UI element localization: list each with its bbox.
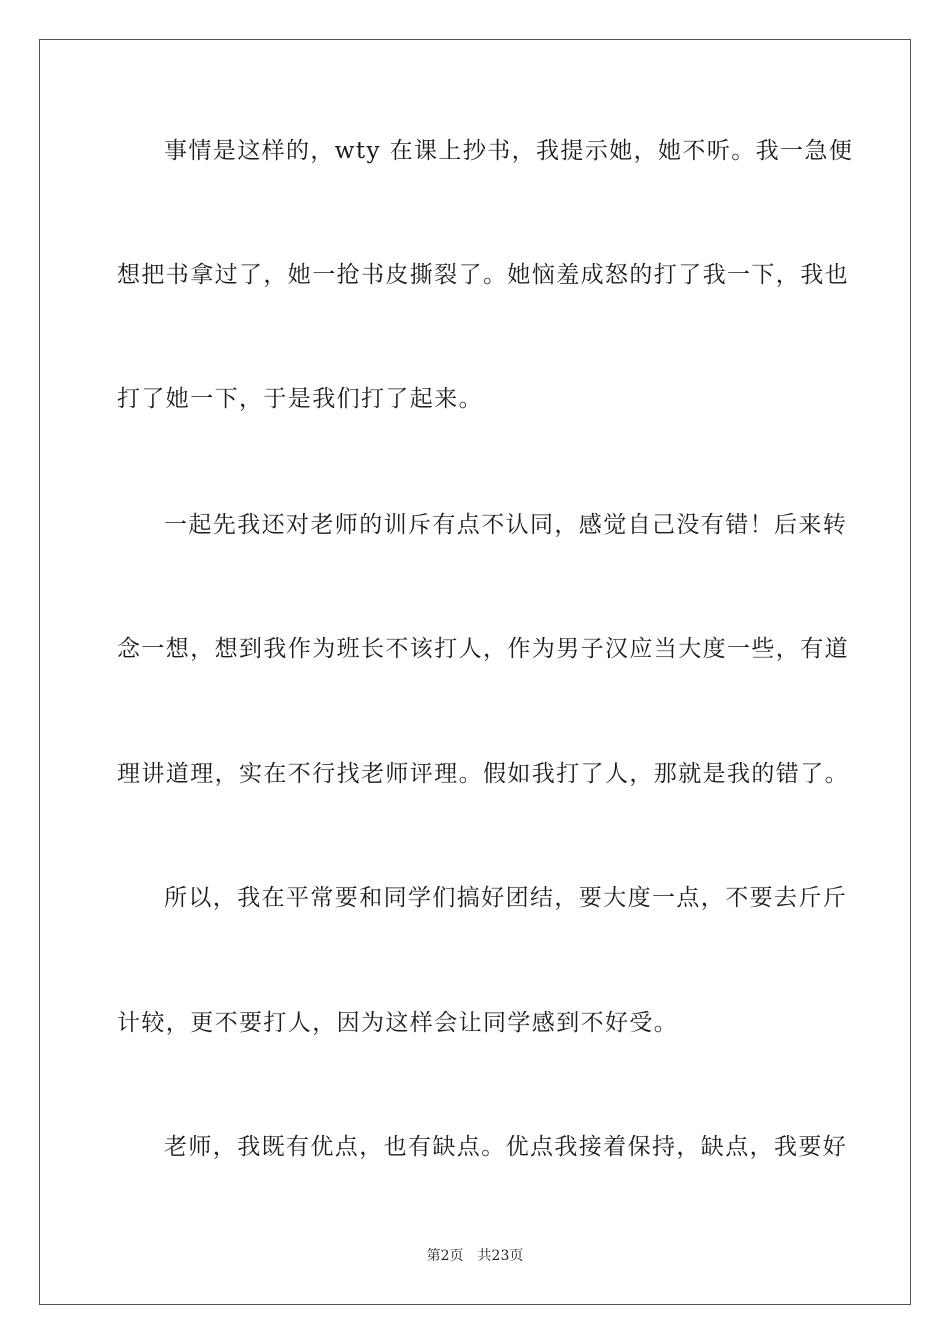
- text-line: 理讲道理，实在不行找老师评理。假如我打了人，那就是我的错了。: [117, 761, 849, 787]
- page-number: 第2页: [426, 1248, 464, 1264]
- text-line: 所以，我在平常要和同学们搞好团结，要大度一点，不要去斤斤: [164, 885, 848, 911]
- page-footer: [0, 1246, 950, 1266]
- text-line: 念一想，想到我作为班长不该打人，作为男子汉应当大度一些，有道: [117, 636, 849, 662]
- text-line: 想把书拿过了，她一抢书皮撕裂了。她恼羞成怒的打了我一下，我也: [117, 262, 849, 288]
- text-line: 计较，更不要打人，因为这样会让同学感到不好受。: [117, 1010, 679, 1036]
- page-border: [39, 39, 911, 1305]
- text-line: 事情是这样的，wty 在课上抄书，我提示她，她不听。我一急便: [164, 138, 854, 164]
- page-total: 共23页: [477, 1248, 524, 1264]
- text-line: 一起先我还对老师的训斥有点不认同，感觉自己没有错！后来转: [164, 512, 848, 538]
- text-line: 老师，我既有优点，也有缺点。优点我接着保持，缺点，我要好: [164, 1134, 848, 1160]
- text-line: 打了她一下，于是我们打了起来。: [117, 386, 483, 412]
